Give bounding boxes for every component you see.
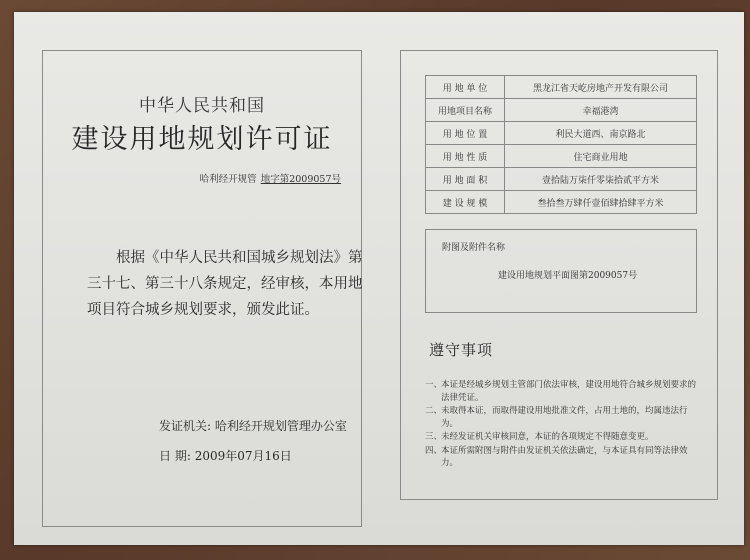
row-label: 建 设 规 模 [426,191,505,214]
row-label: 用地项目名称 [426,99,505,122]
body-line: 三十七、第三十八条规定，经审核，本用地 [87,276,363,292]
table-row [426,191,697,214]
row-value: 利民大道西、南京路北 [505,122,697,145]
certificate-number-value: 地字第2009057号 [260,174,341,185]
issue-date [159,447,292,464]
date-label: 日 期: [159,449,191,463]
attachments-value: 建设用地规划平面图第2009057号 [498,271,638,281]
row-label: 用 地 位 置 [426,122,505,145]
certificate-details-panel [400,50,718,500]
rules-list [425,379,697,471]
rule-number: 四、 [425,445,443,456]
list-item [425,431,697,444]
issuing-authority [159,417,347,434]
certificate-title: 建设用地规划许可证 [71,124,333,155]
attachments-label: 附图及附件名称 [442,243,506,253]
rule-number: 一、 [425,380,443,390]
row-value: 壹拾陆万柒仟零柒拾贰平方米 [505,168,697,191]
rule-text: 未取得本证，而取得建设用地批准文件，占用土地的，均属违法行为。 [441,406,688,429]
list-item [425,445,697,470]
body-line: 项目符合城乡规划要求，颁发此证。 [87,302,319,318]
certificate-number [200,171,341,185]
certificate-number-prefix: 哈利经开规管 [199,174,257,185]
row-value: 黑龙江省天屹房地产开发有限公司 [505,76,697,99]
certificate-front-panel [42,50,362,527]
country-title: 中华人民共和国 [139,96,265,116]
row-label: 用 地 面 积 [426,168,505,191]
body-line: 根据《中华人民共和国城乡规划法》第 [116,250,363,266]
row-value: 幸福港湾 [505,99,697,122]
rule-text: 本证是经城乡规划主管部门依法审核，建设用地符合城乡规划要求的法律凭证。 [441,380,697,403]
row-value: 叁拾叁万肆仟壹佰肆拾肆平方米 [505,191,697,214]
row-label: 用 地 性 质 [426,145,505,168]
row-label: 用 地 单 位 [426,76,505,99]
rule-number: 三、 [425,432,443,442]
land-info-table [425,75,697,214]
attachments-box [425,229,697,313]
list-item [425,405,697,430]
rule-text: 本证所需附图与附件由发证机关依法确定，与本证具有同等法律效力。 [441,445,688,468]
table-row [426,76,697,99]
row-value: 住宅商业用地 [505,145,697,168]
table-row [426,99,697,122]
list-item [425,379,697,404]
certificate-body-text [87,245,363,323]
issuer-value: 哈利经开规划管理办公室 [214,419,347,433]
rule-number: 二、 [425,406,443,416]
issuer-label: 发证机关: [159,419,212,433]
certificate-paper [14,12,744,545]
date-value: 2009年07月16日 [194,449,292,463]
table-row [426,145,697,168]
table-row [426,122,697,145]
table-row [426,168,697,191]
rules-title: 遵守事项 [429,341,494,359]
rule-text: 未经发证机关审核同意，本证的各项规定不得随意变更。 [441,432,654,442]
